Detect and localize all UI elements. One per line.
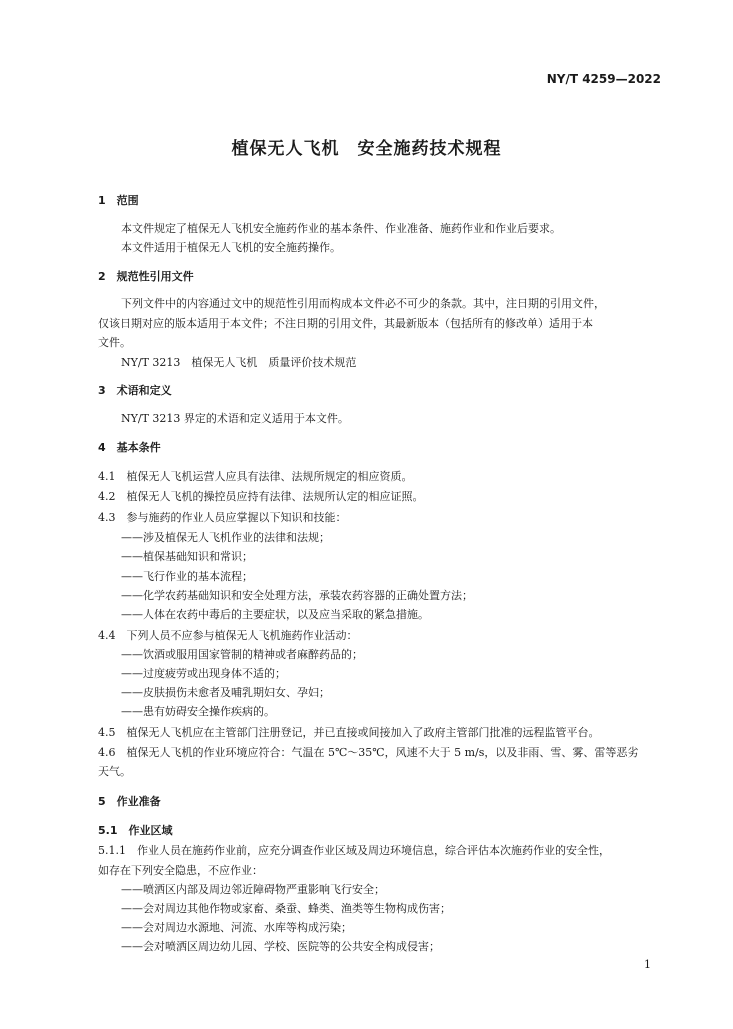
list-item: ——人体在农药中毒后的主要症状，以及应当采取的紧急措施。	[121, 608, 429, 621]
section-heading: 5.1 作业区域	[98, 824, 173, 837]
paragraph-line: 4.4 下列人员不应参与植保无人飞机施药作业活动：	[98, 629, 358, 642]
list-item: ——化学农药基础知识和安全处理方法，承装农药容器的正确处置方法；	[121, 589, 473, 602]
section-heading: 4 基本条件	[98, 441, 161, 454]
list-item: ——会对喷洒区周边幼儿园、学校、医院等的公共安全构成侵害；	[121, 940, 440, 953]
section-heading: 2 规范性引用文件	[98, 270, 194, 283]
section-heading: 1 范围	[98, 194, 139, 207]
page-number: 1	[644, 958, 651, 971]
list-item: ——植保基础知识和常识；	[121, 550, 253, 563]
list-item: ——皮肤损伤未愈者及哺乳期妇女、孕妇；	[121, 686, 330, 699]
paragraph-line: 4.1 植保无人飞机运营人应具有法律、法规所规定的相应资质。	[98, 470, 413, 483]
list-item: ——会对周边水源地、河流、水库等构成污染；	[121, 921, 352, 934]
paragraph-line: 4.3 参与施药的作业人员应掌握以下知识和技能：	[98, 511, 347, 524]
list-item: ——过度疲劳或出现身体不适的；	[121, 667, 286, 680]
list-item: ——会对周边其他作物或家畜、桑蚕、蜂类、渔类等生物构成伤害；	[121, 902, 451, 915]
paragraph-line: 文件。	[98, 336, 131, 349]
list-item: ——飞行作业的基本流程；	[121, 570, 253, 583]
paragraph-line: 5.1.1 作业人员在施药作业前，应充分调查作业区域及周边环境信息，综合评估本次施药作业的安全性，	[98, 844, 610, 857]
paragraph-line: 仅该日期对应的版本适用于本文件；不注日期的引用文件，其最新版本（包括所有的修改单）适用于本	[98, 317, 593, 330]
paragraph-line: 4.2 植保无人飞机的操控员应持有法律、法规所认定的相应证照。	[98, 490, 424, 503]
list-item: ——饮酒或服用国家管制的精神或者麻醉药品的；	[121, 648, 363, 661]
paragraph-line: 如存在下列安全隐患，不应作业：	[98, 864, 263, 877]
document-title: 植保无人飞机 安全施药技术规程	[231, 139, 502, 159]
paragraph-line: 下列文件中的内容通过文中的规范性引用而构成本文件必不可少的条款。其中，注日期的引用文件，	[121, 297, 605, 310]
paragraph-line: 天气。	[98, 765, 131, 778]
paragraph-line: 4.5 植保无人飞机应在主管部门注册登记，并已直接或间接加入了政府主管部门批准的远程监管平台。	[98, 726, 600, 739]
list-item: ——患有妨碍安全操作疾病的。	[121, 705, 275, 718]
section-heading: 5 作业准备	[98, 795, 161, 808]
section-heading: 3 术语和定义	[98, 384, 172, 397]
paragraph-line: 本文件规定了植保无人飞机安全施药作业的基本条件、作业准备、施药作业和作业后要求。	[121, 222, 561, 235]
paragraph-line: 本文件适用于植保无人飞机的安全施药操作。	[121, 241, 341, 254]
list-item: ——涉及植保无人飞机作业的法律和法规；	[121, 531, 330, 544]
paragraph-line: NY/T 3213 界定的术语和定义适用于本文件。	[121, 412, 349, 425]
paragraph-line: NY/T 3213 植保无人飞机 质量评价技术规范	[121, 356, 357, 369]
document-code: NY/T 4259—2022	[546, 72, 661, 86]
paragraph-line: 4.6 植保无人飞机的作业环境应符合：气温在 5℃～35℃，风速不大于 5 m/s，以及非雨、雪、雾、雷等恶劣	[98, 746, 639, 759]
list-item: ——喷洒区内部及周边邻近障碍物严重影响飞行安全；	[121, 883, 385, 896]
